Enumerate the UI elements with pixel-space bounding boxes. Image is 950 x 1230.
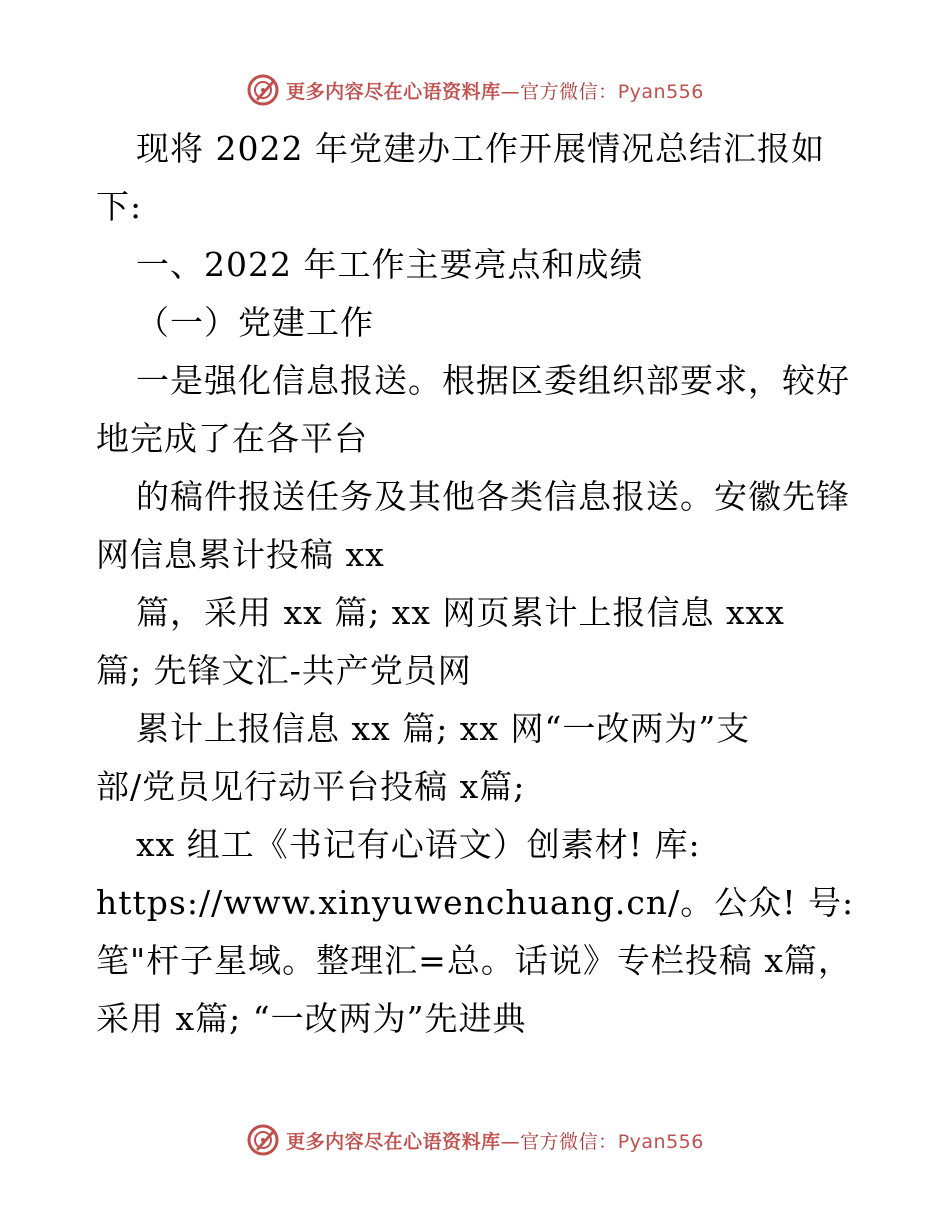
paragraph-line: 部/党员见行动平台投稿 x篇;	[96, 767, 526, 806]
pen-circle-logo-icon	[246, 73, 280, 107]
footer-dash: —	[500, 1130, 521, 1153]
paragraph-line: 采用 x篇; “一改两为”先进典	[96, 999, 527, 1038]
header-banner	[0, 70, 950, 110]
header-banner-text	[286, 77, 704, 104]
paragraph-line: https://www.xinyuwenchuang.cn/。公众! 号:	[96, 883, 855, 922]
paragraph-line: 笔"杆子星域。整理汇=总。话说》专栏投稿 x篇，	[96, 941, 852, 980]
header-dash: —	[500, 80, 521, 103]
paragraph-line: 现将 2022 年党建办工作开展情况总结汇报如	[136, 129, 825, 168]
document-body	[96, 120, 856, 1048]
paragraph-line: 下:	[96, 187, 143, 226]
paragraph-line: 网信息累计投稿 xx	[96, 535, 385, 574]
section-heading: 一、2022 年工作主要亮点和成绩	[136, 245, 644, 284]
header-brand: 更多内容尽在心语资料库	[286, 80, 501, 103]
paragraph-line: 篇; 先锋文汇-共产党员网	[96, 651, 472, 690]
paragraph-line: 累计上报信息 xx 篇; xx 网“一改两为”支	[136, 709, 751, 748]
footer-banner-text	[286, 1127, 704, 1154]
paragraph-line: 一是强化信息报送。根据区委组织部要求，较好	[136, 361, 850, 400]
footer-brand: 更多内容尽在心语资料库	[286, 1130, 501, 1153]
paragraph-line: 篇，采用 xx 篇; xx 网页累计上报信息 xxx	[136, 593, 785, 632]
footer-wechat-id: Pyan556	[617, 1130, 704, 1153]
pen-circle-logo-icon	[246, 1123, 280, 1157]
paragraph-line: xx 组工《书记有心语文）创素材! 库:	[136, 825, 701, 864]
footer-banner	[0, 1120, 950, 1160]
paragraph-line: 的稿件报送任务及其他各类信息报送。安徽先锋	[136, 477, 850, 516]
header-wechat-id: Pyan556	[617, 80, 704, 103]
header-wechat-label: 官方微信：	[520, 80, 618, 103]
paragraph-line: 地完成了在各平台	[96, 419, 368, 458]
footer-wechat-label: 官方微信：	[520, 1130, 618, 1153]
subsection-heading: （一）党建工作	[136, 303, 374, 342]
